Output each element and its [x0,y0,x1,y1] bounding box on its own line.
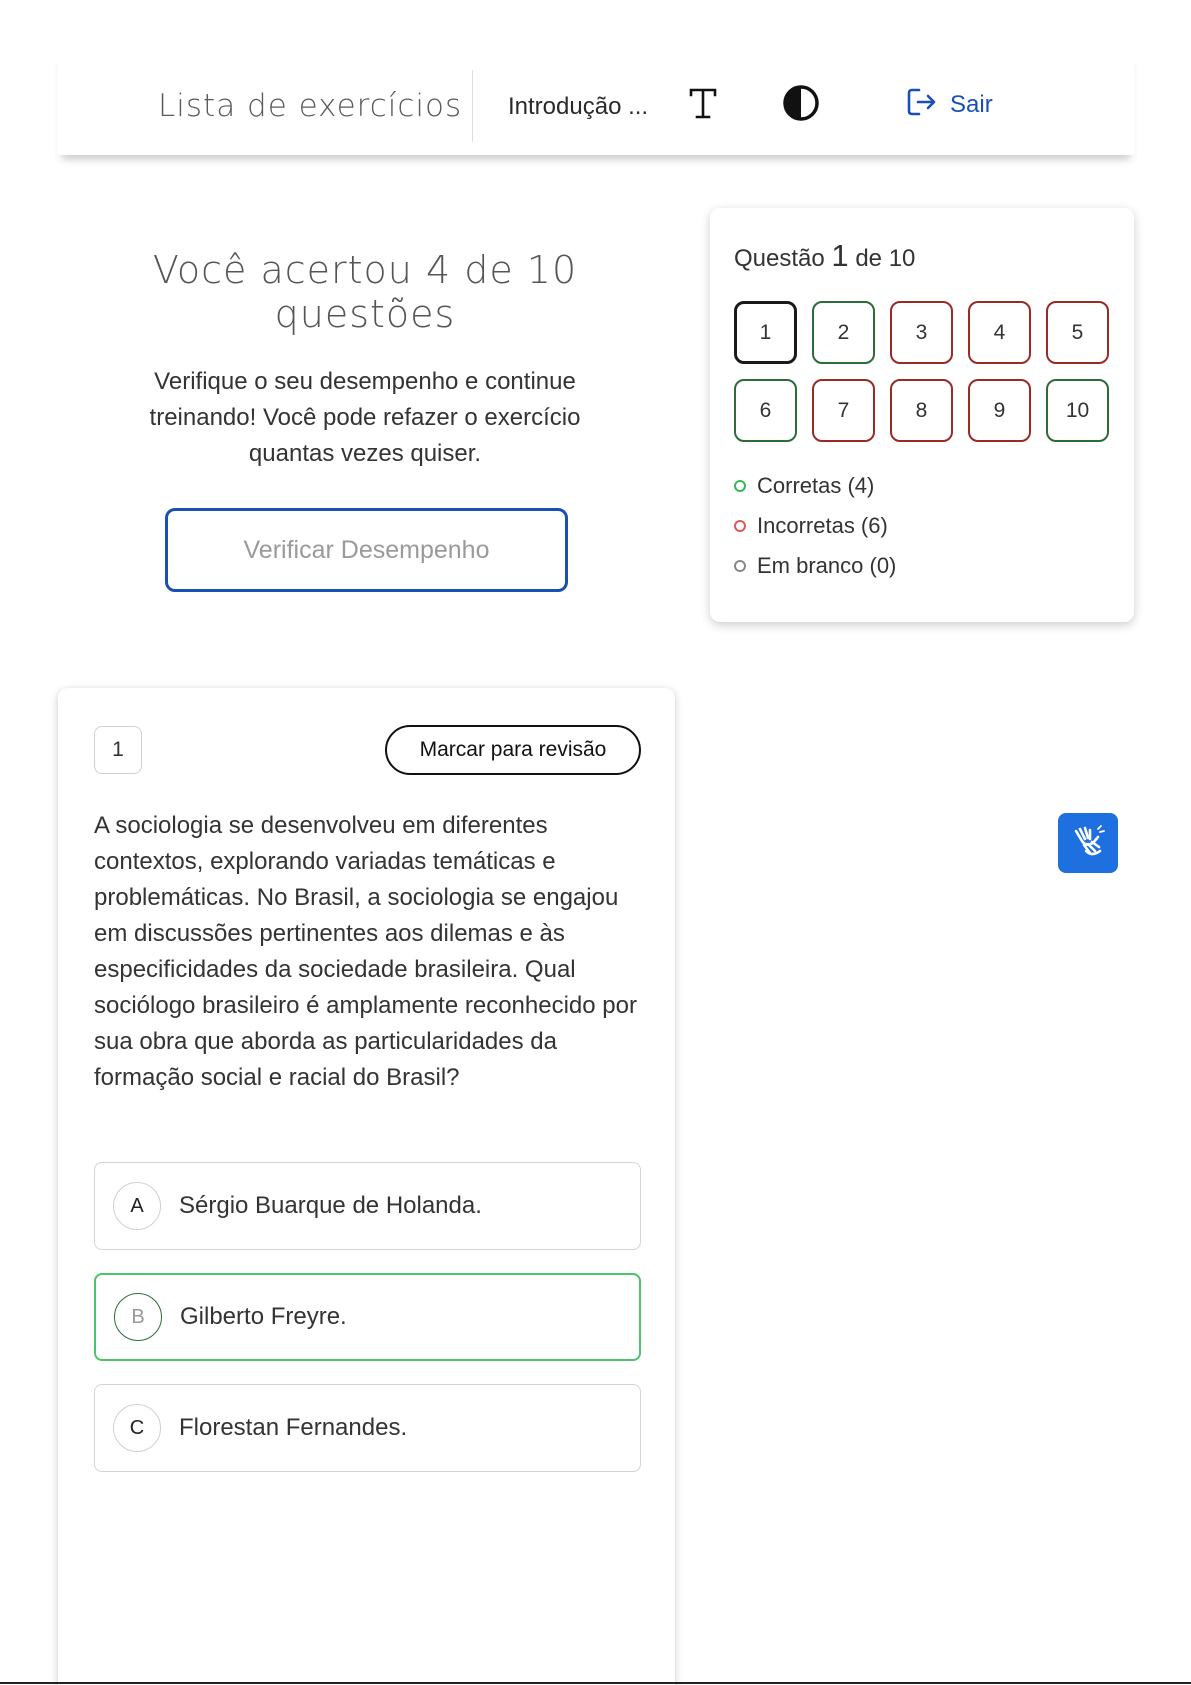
verify-performance-button[interactable]: Verificar Desempenho [165,508,568,592]
sign-language-button[interactable] [1058,813,1118,873]
contrast-icon[interactable] [780,82,822,124]
legend-dot-icon [734,520,746,532]
legend-dot-icon [734,560,746,572]
question-card [58,688,675,1685]
legend-item [734,506,896,546]
legend-item [734,466,896,506]
top-header [58,52,1134,155]
question-text: A sociologia se desenvolveu em diferentes contextos, explorando variadas temáticas e problemáticas. No Brasil, a sociologia se engajou em discussões pertinentes aos dilemas e às especificidades da sociedade brasileira. Qual sociólogo brasileiro é amplamente reconhecido por sua obra que aborda as particularidades da formação social e racial do Brasil? [94,812,637,1091]
question-nav-button[interactable]: 8 [890,379,953,442]
navigator-heading-prefix: Questão [734,245,825,272]
option-letter: B [114,1293,162,1341]
option-letter: C [113,1404,161,1452]
option-text: Sérgio Buarque de Holanda. [179,1192,482,1219]
question-nav-button[interactable]: 3 [890,301,953,364]
bottom-divider [0,1682,1191,1684]
result-description: Verifique o seu desempenho e continue treinando! Você pode refazer o exercício quantas vezes quiser. [149,368,581,467]
legend-label: Em branco (0) [757,553,897,578]
option-c[interactable] [94,1384,641,1472]
question-nav-button[interactable]: 1 [734,301,797,364]
option-text: Gilberto Freyre. [180,1303,347,1330]
legend-dot-icon [734,480,746,492]
legend-label: Incorretas (6) [757,513,888,538]
question-navigator [710,208,1134,622]
question-grid [734,301,1109,442]
exit-button[interactable] [906,88,993,122]
mark-for-review-button[interactable]: Marcar para revisão [385,725,641,775]
legend-label: Corretas (4) [757,473,875,498]
navigator-heading [734,238,915,274]
text-size-icon[interactable] [682,82,724,124]
question-nav-button[interactable]: 2 [812,301,875,364]
legend-item [734,546,896,586]
question-nav-button[interactable]: 6 [734,379,797,442]
navigator-heading-suffix: de 10 [855,245,916,272]
sign-language-icon [1068,821,1108,866]
result-title: Você acertou 4 de 10 questões [152,248,578,336]
question-nav-button[interactable]: 10 [1046,379,1109,442]
option-letter: A [113,1182,161,1230]
question-nav-button[interactable]: 5 [1046,301,1109,364]
status-legend [734,466,896,586]
option-a[interactable] [94,1162,641,1250]
question-number: 1 [94,726,142,774]
option-b[interactable] [94,1273,641,1361]
header-divider [472,70,473,142]
question-nav-button[interactable]: 4 [968,301,1031,364]
exit-label: Sair [950,91,993,118]
question-nav-button[interactable]: 7 [812,379,875,442]
header-title: Lista de exercícios [158,88,463,124]
navigator-current-number: 1 [831,238,849,273]
logout-icon [906,86,938,125]
question-nav-button[interactable]: 9 [968,379,1031,442]
option-text: Florestan Fernandes. [179,1414,408,1441]
header-topic[interactable]: Introdução ... [508,93,649,120]
